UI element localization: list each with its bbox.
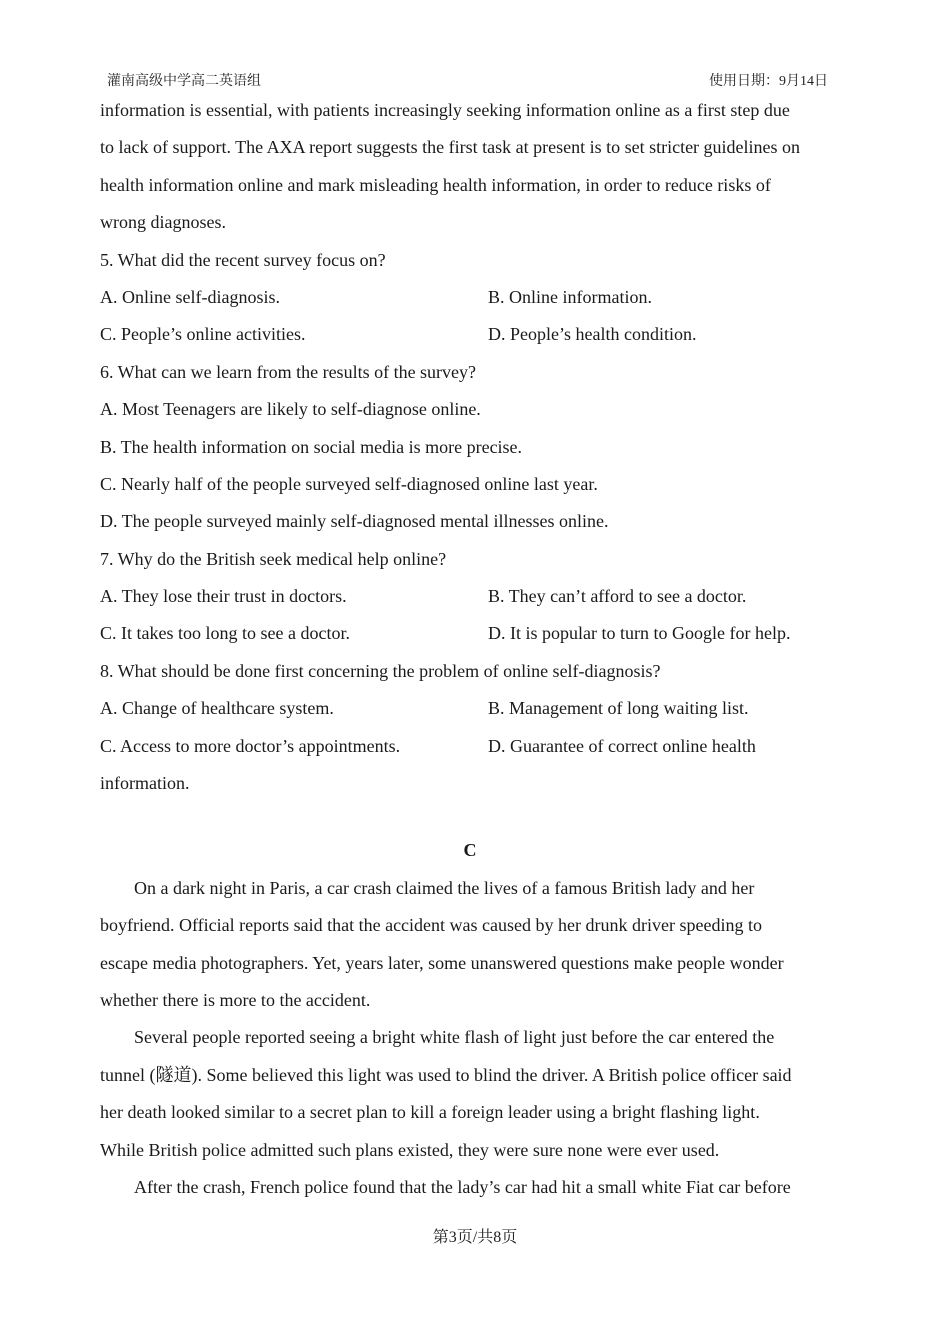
option-c: C. Nearly half of the people surveyed self-diagnosed online last year. [100,473,598,494]
text-line: tunnel (隧道). Some believed this light was used to blind the driver. A British police officer said [100,1064,792,1085]
option-b: B. The health information on social media is more precise. [100,436,523,457]
option-a: A. Change of healthcare system. [100,698,334,719]
option-b: B. They can’t afford to see a doctor. [488,586,747,607]
question-stem: 7. Why do the British seek medical help online? [100,548,447,569]
paragraph-2 [100,1019,850,1169]
paragraph-1 [100,870,850,1020]
section-title: C [463,840,477,861]
text-line: On a dark night in Paris, a car crash claimed the lives of a famous British lady and her [134,877,755,898]
option-a: A. They lose their trust in doctors. [100,586,347,607]
question-stem: 5. What did the recent survey focus on? [100,249,386,270]
text-line: information is essential, with patients increasingly seeking information online as a first step due [100,100,790,120]
option-d: D. The people surveyed mainly self-diagnosed mental illnesses online. [100,511,609,532]
question-stem: 6. What can we learn from the results of the survey? [100,361,477,382]
option-c: C. People’s online activities. [100,324,306,345]
option-b: B. Management of long waiting list. [488,698,749,719]
question-5 [100,242,850,354]
text-line: to lack of support. The AXA report suggests the first task at present is to set stricter guidelines on [100,137,801,158]
passage-b-ending [100,92,850,242]
text-line: her death looked similar to a secret plan to kill a foreign leader using a bright flashing light. [100,1102,760,1123]
text-line: Several people reported seeing a bright white flash of light just before the car entered the [134,1027,775,1048]
option-d: D. Guarantee of correct online health [488,735,756,756]
paragraph-3 [100,1169,850,1206]
question-8 [100,653,850,803]
text-line: While British police admitted such plans existed, they were sure none were ever used. [100,1139,720,1160]
text-line: escape media photographers. Yet, years later, some unanswered questions make people wonder [100,952,784,973]
text-line: health information online and mark misleading health information, in order to reduce risks of [100,174,771,195]
header-date: 使用日期：9月14日 [709,74,828,89]
question-6 [100,354,850,541]
text-line: After the crash, French police found that the lady’s car had hit a small white Fiat car before [134,1176,791,1197]
text-line: whether there is more to the accident. [100,989,371,1010]
option-a: A. Most Teenagers are likely to self-diagnose online. [100,399,481,420]
page-content [100,92,850,1206]
option-a: A. Online self-diagnosis. [100,286,280,307]
option-d: D. People’s health condition. [488,324,697,345]
option-d-continued: information. [100,773,190,794]
text-line: wrong diagnoses. [100,212,226,233]
text-line: boyfriend. Official reports said that the accident was caused by her drunk driver speeding to [100,915,762,936]
section-c [100,832,850,1206]
option-b: B. Online information. [488,286,652,307]
option-d: D. It is popular to turn to Google for help. [488,623,791,644]
question-7 [100,541,850,653]
option-c: C. Access to more doctor’s appointments. [100,735,401,756]
header-school: 灌南高级中学高二英语组 [107,74,261,89]
question-stem: 8. What should be done first concerning the problem of online self-diagnosis? [100,660,661,681]
page-number: 第3页/共8页 [432,1229,518,1246]
option-c: C. It takes too long to see a doctor. [100,623,350,644]
